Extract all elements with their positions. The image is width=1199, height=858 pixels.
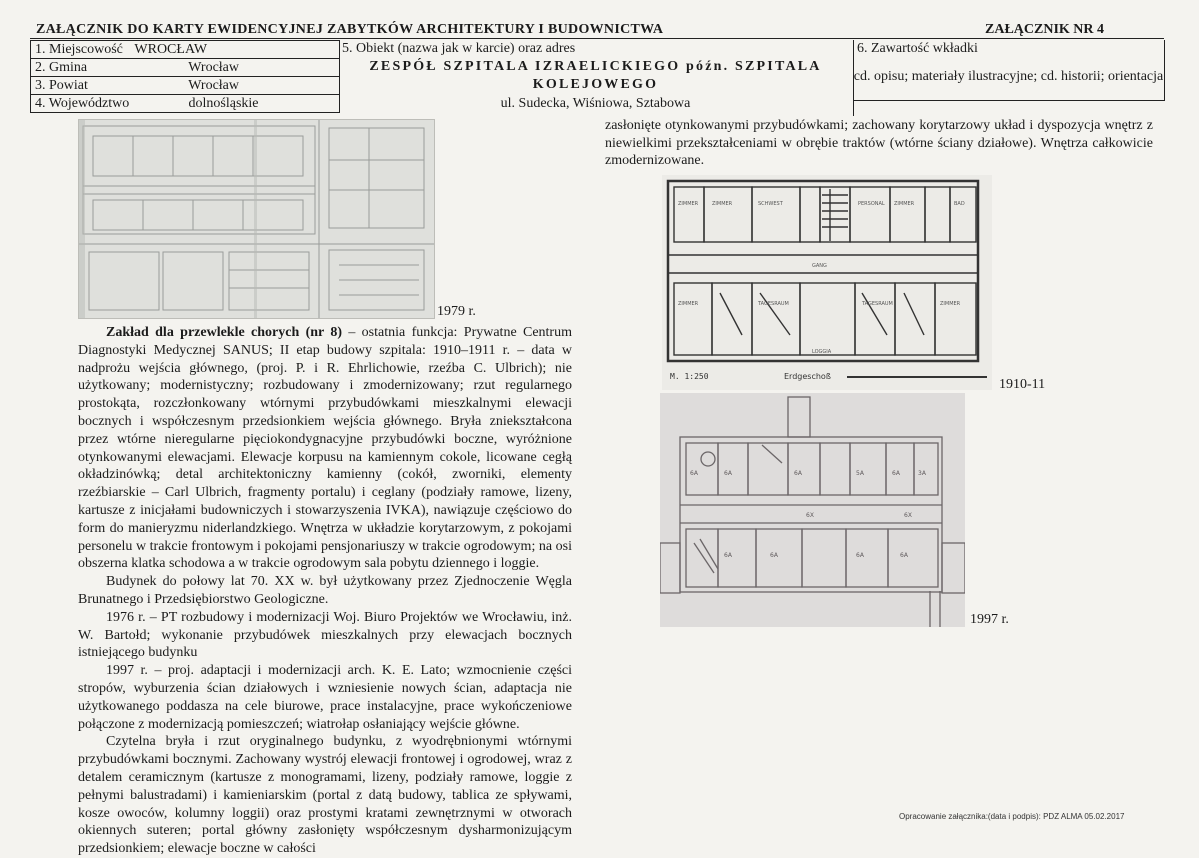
location-table — [30, 40, 340, 113]
description-continued: zasłonięte otynkowanymi przybudówkami; zachowany korytarzowy układ i dyspozycja wnętrz z niewielkimi przekształceniami w obrębie traktów (wtórne ściany działowe). Wnętrza całkowicie zmodernizowane. — [605, 118, 1153, 169]
svg-text:TAGESRAUM: TAGESRAUM — [758, 301, 789, 307]
contents-label: 6. Zawartość wkładki — [857, 41, 978, 56]
meta-label: 2. Gmina — [35, 60, 88, 75]
svg-text:ZIMMER: ZIMMER — [712, 201, 733, 207]
document-title: ZAŁĄCZNIK DO KARTY EWIDENCYJNEJ ZABYTKÓW ARCHITEKTURY I BUDOWNICTWA — [36, 22, 664, 37]
svg-text:ZIMMER: ZIMMER — [894, 201, 915, 207]
svg-text:5A: 5A — [856, 470, 864, 477]
svg-text:SCHWEST: SCHWEST — [758, 201, 783, 207]
svg-text:ZIMMER: ZIMMER — [940, 301, 961, 307]
svg-text:6A: 6A — [724, 470, 732, 477]
svg-text:6A: 6A — [724, 552, 732, 559]
svg-text:LOGGIA: LOGGIA — [812, 349, 832, 355]
footer-note: Opracowanie załącznika:(data i podpis): PDZ ALMA 05.02.2017 — [899, 812, 1125, 821]
meta-cell — [31, 59, 340, 77]
meta-value: dolnośląskie — [188, 96, 259, 111]
object-name-line1: ZESPÓŁ SZPITALA IZRAELICKIEGO późn. SZPITALA — [369, 59, 822, 74]
meta-value: WROCŁAW — [134, 42, 208, 57]
plan-1979-caption: 1979 r. — [437, 304, 476, 319]
paragraph-1-body: – ostatnia funkcja: Prywatne Centrum Diagnostyki Medycznej SANUS; II etap budowy szpitala: 1910–1911 r. – data w nadprożu wejścia głównego, (proj. P. i R. Ehrlichowie, rzeźba C. Ulbrich); nie użytkowany; modernistyczny; rozbudowany i zmodernizowany; rzut regularnego prostokąta, rozczłonkowany wtórnymi przybudówkami mieszkalnymi elewacji bocznych i współczesnym przedsionkiem wejścia głównego. Bryła zniekształcona przez wtórne nieregularne pięciokondygnacyjne przybudówki boczne, wyróżnione otynkowanymi elewacjami. Elewacje korpusu na kamiennym cokole, licowane cegłą okładzinówką; detal architektoniczny kamienny (cokół, zworniki, elementy rzeźbiarskie – Carl Ulbrich, fragmenty portalu) i ceglany (podziały ramowe, lizeny, kartusze z inicjałami budowniczych i stowarzyszenia IVKA), nawiązuje częściowo do form do manieryzmu niderlandzkiego. Wnętrza w układzie korytarzowym, z pokojami personelu w trakcie frontowym i pokojami pensjonariuszy w trakcie ogrodowym; na osi obszerna klatka schodowa a w trakcie ogrodowym sala pobytu dziennego i loggie. — [78, 325, 572, 572]
object-address: ul. Sudecka, Wiśniowa, Sztabowa — [500, 96, 691, 111]
meta-row-powiat — [31, 77, 340, 95]
svg-text:TAGESRAUM: TAGESRAUM — [862, 301, 893, 307]
meta-cell — [31, 41, 340, 59]
svg-text:BAD: BAD — [954, 201, 965, 207]
svg-text:3A: 3A — [918, 470, 926, 477]
description-text — [78, 324, 572, 858]
paragraph-3: 1976 r. – PT rozbudowy i modernizacji Woj. Biuro Projektów we Wrocławiu, inż. W. Bartołd; wykonanie przybudówek mieszkalnych przy elewacjach bocznych istniejącego budynku — [78, 609, 572, 661]
svg-text:PERSONAL: PERSONAL — [858, 201, 885, 207]
object-label: 5. Obiekt (nazwa jak w karcie) oraz adres — [342, 41, 576, 56]
object-box — [338, 40, 854, 116]
paragraph-2: Budynek do połowy lat 70. XX w. był użytkowany przez Zjednoczenie Węgla Brunatnego i Przedsiębiorstwo Geologiczne. — [78, 574, 572, 607]
meta-label: 4. Województwo — [35, 96, 130, 111]
meta-cell — [31, 77, 340, 95]
paragraph-1 — [78, 324, 572, 573]
plan-1910-label: Erdgeschoß — [784, 372, 831, 381]
meta-row-wojewodztwo — [31, 95, 340, 113]
svg-text:6A: 6A — [892, 470, 900, 477]
plan-1910-image — [662, 175, 992, 390]
plan-1997-caption: 1997 r. — [970, 612, 1009, 627]
plan-1910-scale: M. 1:250 — [670, 372, 709, 381]
object-name-line2: KOLEJOWEGO — [532, 77, 659, 92]
plan-1997-image — [660, 393, 965, 627]
attachment-number: ZAŁĄCZNIK NR 4 — [985, 22, 1105, 37]
plan-1910-caption: 1910-11 — [999, 377, 1046, 392]
svg-text:6A: 6A — [794, 470, 802, 477]
building-title: Zakład dla przewlekle chorych (nr 8) — [106, 325, 342, 340]
svg-text:6A: 6A — [770, 552, 778, 559]
meta-label: 1. Miejscowość — [35, 42, 123, 57]
meta-value: Wrocław — [188, 78, 239, 93]
svg-text:GANG: GANG — [812, 263, 827, 269]
meta-value: Wrocław — [188, 60, 239, 75]
header-rule — [30, 38, 1164, 39]
paragraph-4: 1997 r. – proj. adaptacji i modernizacji arch. K. E. Lato; wzmocnienie części stropów, wyburzenia ścian działowych i wzniesienie nowych ścian, adaptacja nie użytkowanego poddasza na cele biurowe, prace instalacyjne, prace wykończeniowe połączone z modernizacją pomieszczeń; wiatrołap osłaniający wejście główne. — [78, 663, 572, 732]
meta-row-miejscowosc — [31, 41, 340, 59]
svg-text:ZIMMER: ZIMMER — [678, 301, 699, 307]
svg-text:6A: 6A — [900, 552, 908, 559]
svg-text:6X: 6X — [904, 512, 912, 519]
meta-label: 3. Powiat — [35, 78, 88, 93]
meta-cell — [31, 95, 340, 113]
paragraph-5: Czytelna bryła i rzut oryginalnego budynku, z wyodrębnionymi wtórnymi przybudówkami bocznymi. Zachowany wystrój elewacji frontowej i ogrodowej, wraz z detalem ceramicznym (kartusze z monogramami, lizeny, podziały ramowe, loggie z pełnymi balustradami) i kamieniarskim (portal z datą budowy, tablica ze spływami, kosze owoców, kolumny loggii) oraz prostymi kratami zewnętrznymi w otworach okiennych suteren; portal główny zasłonięty współczesnym dysharmonizującym przedsionkiem; elewacje boczne w całości — [78, 734, 572, 857]
contents-box — [853, 40, 1165, 101]
contents-value: cd. opisu; materiały ilustracyjne; cd. historii; orientacja — [853, 69, 1164, 84]
svg-text:6X: 6X — [806, 512, 814, 519]
svg-text:6A: 6A — [856, 552, 864, 559]
plan-1979-image — [78, 119, 435, 319]
svg-text:6A: 6A — [690, 470, 698, 477]
svg-text:ZIMMER: ZIMMER — [678, 201, 699, 207]
meta-row-gmina — [31, 59, 340, 77]
